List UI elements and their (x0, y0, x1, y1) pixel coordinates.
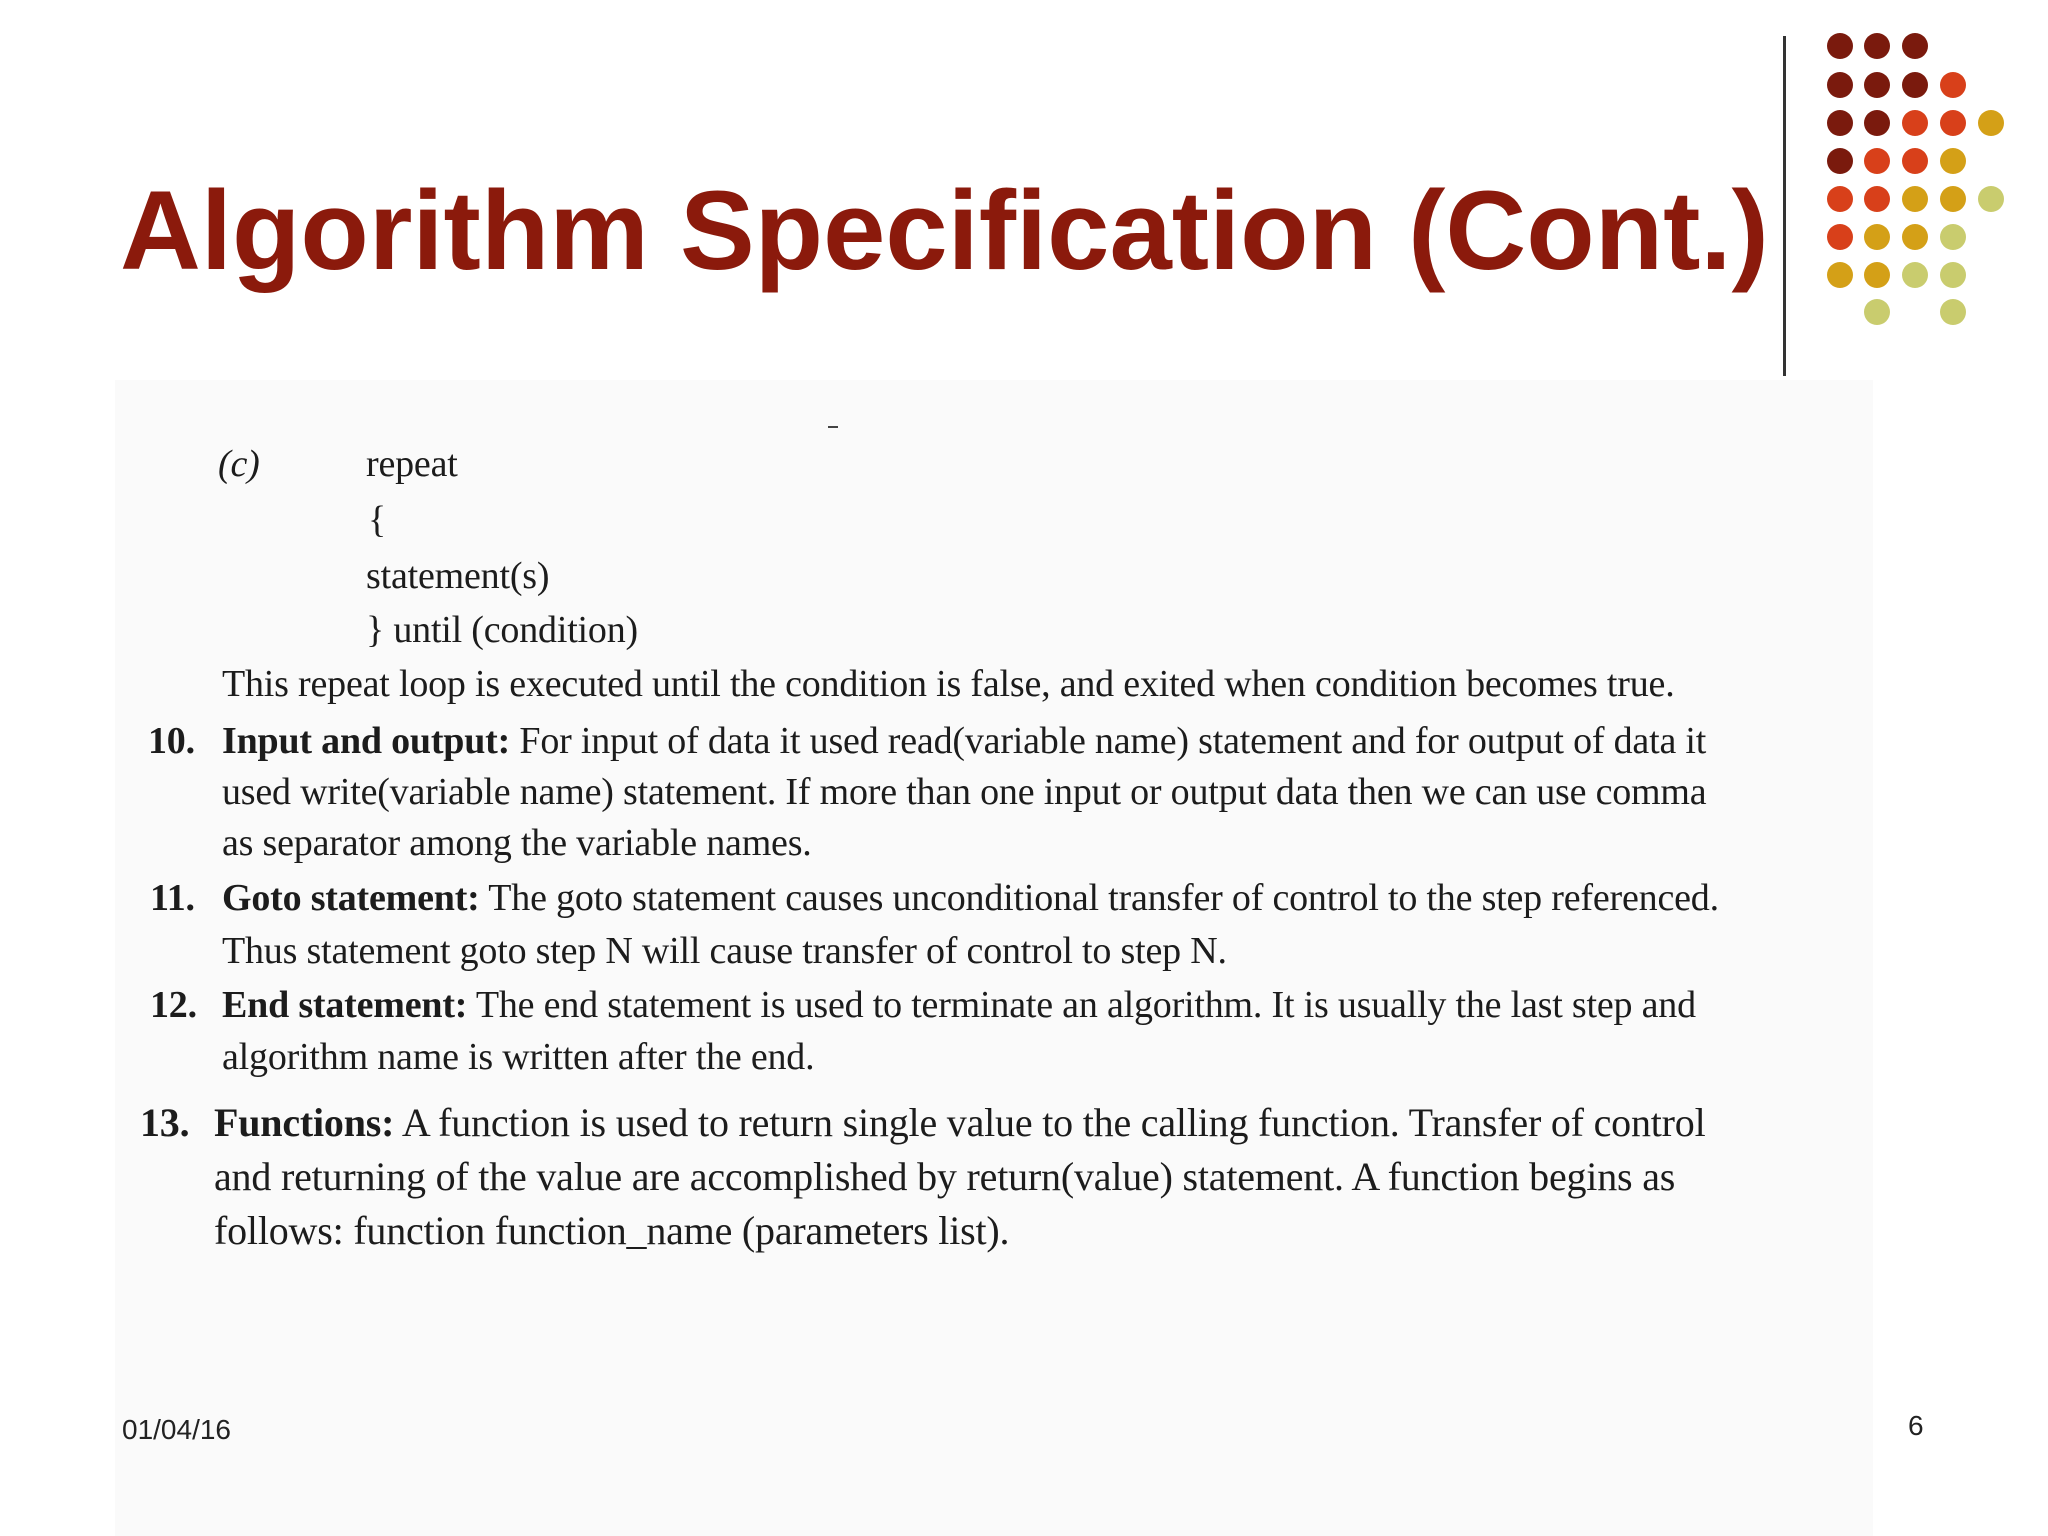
list-item-line: and returning of the value are accomplished by return(value) statement. A function begins as (214, 1154, 1676, 1199)
item-number: 13. (140, 1100, 190, 1145)
item-heading: Input and output: (222, 720, 511, 762)
list-item-line: Thus statement goto step N will cause transfer of control to step N. (222, 930, 1227, 972)
item-heading: Goto statement: (222, 877, 480, 919)
code-line: { (368, 499, 387, 541)
list-item-line: used write(variable name) statement. If more than one input or output data then we can use comma (222, 771, 1707, 813)
slide-title: Algorithm Specification (Cont.) (120, 168, 1769, 293)
list-item-line: algorithm name is written after the end. (222, 1036, 815, 1078)
footer-date: 01/04/16 (122, 1414, 231, 1445)
item-heading: End statement: (222, 984, 468, 1026)
code-line: statement(s) (366, 555, 550, 597)
code-line: repeat (366, 443, 458, 485)
list-item-line: as separator among the variable names. (222, 822, 812, 864)
code-line: } until (condition) (366, 609, 638, 651)
list-item-line (222, 722, 1706, 760)
scan-artifact (828, 426, 838, 428)
repeat-note: This repeat loop is executed until the condition is false, and exited when condition becomes true. (222, 663, 1675, 705)
item-number: 11. (150, 877, 195, 919)
list-item-line: follows: function function_name (parameters list). (214, 1208, 1010, 1253)
item-text: A function is used to return single value to the calling function. Transfer of control (401, 1100, 1706, 1145)
item-text: For input of data it used read(variable name) statement and for output of data it (519, 720, 1707, 762)
list-item-line (214, 1100, 1706, 1145)
list-item-line (222, 879, 1719, 917)
item-number: 12. (150, 984, 197, 1026)
item-heading: Functions: (214, 1100, 395, 1145)
list-item-line (222, 986, 1696, 1024)
item-text: The end statement is used to terminate an algorithm. It is usually the last step and (475, 984, 1696, 1026)
item-c-label: (c) (218, 443, 260, 485)
page-number: 6 (1908, 1410, 1924, 1441)
item-text: The goto statement causes unconditional transfer of control to the step referenced. (488, 877, 1719, 919)
item-number: 10. (148, 720, 195, 762)
